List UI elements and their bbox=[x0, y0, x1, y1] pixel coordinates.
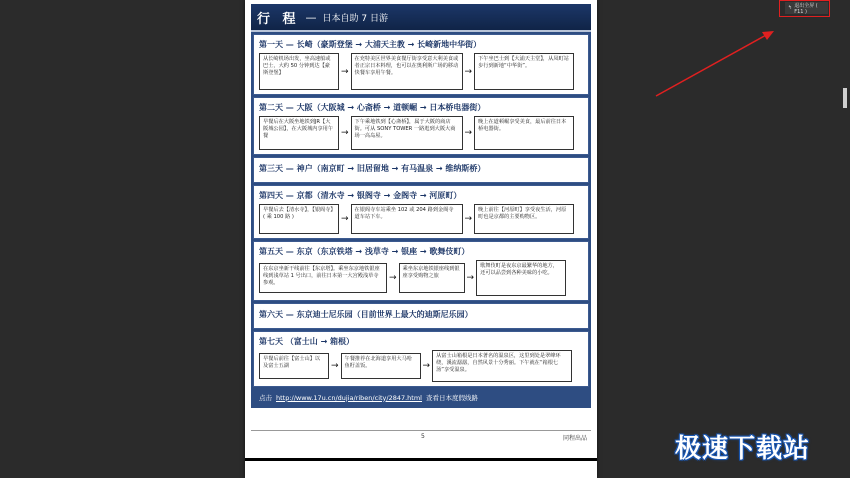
day-title: 第四天 — 京都（清水寺 → 银阁寺 → 金阁寺 → 河原町） bbox=[259, 191, 462, 200]
step-box: 在东京坐新干线前往【东京塔】。乘坐东京地铁银座线到浅草站 1 号出口，前往日本第一大宫殿浅草寺参观。 bbox=[259, 263, 387, 293]
day-section bbox=[253, 157, 589, 183]
day-section bbox=[253, 34, 589, 95]
step-box: 晚上在道顿崛享受美食，最后前往日本桥电器街。 bbox=[474, 116, 574, 150]
step-box: 在充特美区世界美食餐厅街享受意大利美食或者正宗日本料理，也可以在奥利斯广场的移动快餐车享用午餐。 bbox=[351, 53, 463, 90]
day-section bbox=[253, 97, 589, 155]
arrow-right-icon: → bbox=[464, 66, 473, 77]
day-title: 第六天 — 东京迪士尼乐园（目前世界上最大的迪斯尼乐园） bbox=[259, 310, 473, 319]
day-steps bbox=[259, 116, 583, 150]
arrow-right-icon: → bbox=[331, 361, 339, 371]
step-box: 乘坐东京地铁银座线到银座享受购物之旅 bbox=[399, 263, 465, 293]
page-footer bbox=[251, 430, 591, 442]
day-title: 第三天 — 神户（南京町 → 旧居留地 → 有马温泉 → 维纳斯桥） bbox=[259, 164, 486, 173]
arrow-right-icon: → bbox=[464, 128, 473, 138]
day-steps bbox=[259, 260, 583, 296]
watermark-logo: 极速下载站 bbox=[675, 434, 811, 464]
step-box: 下午坐巴士到【大浦天主堂】，从凤町站步行到新地“中华街”。 bbox=[474, 53, 574, 90]
exit-fullscreen-label: 退出全屏 ( F11 ) bbox=[794, 2, 818, 15]
day-section bbox=[253, 185, 589, 239]
day-section bbox=[253, 241, 589, 301]
arrow-right-icon: → bbox=[464, 214, 473, 224]
annotation-arrow-icon bbox=[650, 26, 780, 101]
page-number: 5 bbox=[421, 433, 425, 440]
page-subtitle: 日本自助 7 日游 bbox=[322, 13, 388, 24]
footer-prefix: 点击 bbox=[259, 394, 272, 402]
arrow-right-icon: → bbox=[341, 66, 349, 77]
itinerary-footer bbox=[253, 389, 589, 406]
document-page bbox=[245, 0, 597, 478]
page-bottom-edge bbox=[245, 458, 597, 461]
step-box: 早餐后去【清水寺】，【银阁寺】( 乘 100 路 ) bbox=[259, 204, 339, 234]
step-box: 早餐后在大阪坐地铁到JR【大阪城公园】，在大阪城内享用午餐 bbox=[259, 116, 339, 150]
step-box: 晚上前往【河原町】享受夜生活，河原町也是京都的主要购物区。 bbox=[474, 204, 574, 234]
day-title: 第二天 — 大阪（大阪城 → 心斋桥 → 道顿崛 → 日本桥电器街） bbox=[259, 103, 486, 112]
day-steps bbox=[259, 204, 583, 234]
highlight-box bbox=[779, 0, 830, 17]
page-content bbox=[251, 4, 591, 408]
step-box: 歌舞伎町是夜东京最繁华的地方，还可以品尝到各种美味的小吃。 bbox=[476, 260, 566, 296]
arrow-right-icon: → bbox=[422, 361, 431, 371]
step-box: 在银阁寺车站乘坐 102 或 204 路到金阁寺道车站下车。 bbox=[351, 204, 463, 234]
arrow-right-icon: → bbox=[389, 273, 397, 283]
brand-label: 同程出品 bbox=[562, 435, 587, 442]
arrow-right-icon: → bbox=[341, 214, 349, 224]
step-box: 午餐推荐在北海道享用大马哈鱼籽盖饭。 bbox=[341, 353, 421, 379]
day-title: 第一天 — 长崎（豪斯登堡 → 大浦天主教 → 长崎新地中华街） bbox=[259, 40, 482, 49]
scrollbar-thumb[interactable] bbox=[843, 88, 847, 108]
step-box: 从长崎机场出发，坐高速船或巴士，大约 50 分钟到达【豪斯登堡】 bbox=[259, 53, 339, 90]
step-box: 早餐后前往【富士山】以及富士五湖 bbox=[259, 353, 329, 379]
day-section bbox=[253, 331, 589, 387]
day-steps bbox=[259, 53, 583, 90]
exit-fullscreen-icon: ↰ bbox=[788, 5, 793, 11]
route-link[interactable]: http://www.17u.cn/dujia/riben/city/2847.html bbox=[276, 393, 422, 402]
day-title: 第七天 （富士山 → 箱根） bbox=[259, 337, 355, 346]
arrow-right-icon: → bbox=[466, 273, 475, 283]
step-box: 从富士山箱根是日本著名的温泉区，这里到处是翠峰环绕，溪流潺潺，自然风景十分秀丽。下午就在“箱根七汤”享受温泉。 bbox=[432, 350, 572, 382]
day-steps bbox=[259, 350, 583, 382]
page-title: 行 程 bbox=[257, 11, 300, 27]
page-header bbox=[251, 4, 591, 32]
day-title: 第五天 — 东京（东京铁塔 → 浅草寺 → 银座 → 歌舞伎町） bbox=[259, 247, 470, 256]
arrow-right-icon: → bbox=[341, 128, 349, 138]
day-section bbox=[253, 303, 589, 329]
step-box: 下午乘地铁到【心斋桥】，属于大阪的商店街。可从 SONY TOWER 一路逛到大阪大商场一高岛屋。 bbox=[351, 116, 463, 150]
title-separator: — bbox=[305, 10, 317, 24]
footer-suffix: 查看日本度假线路 bbox=[426, 394, 478, 402]
itinerary-content bbox=[251, 32, 591, 408]
